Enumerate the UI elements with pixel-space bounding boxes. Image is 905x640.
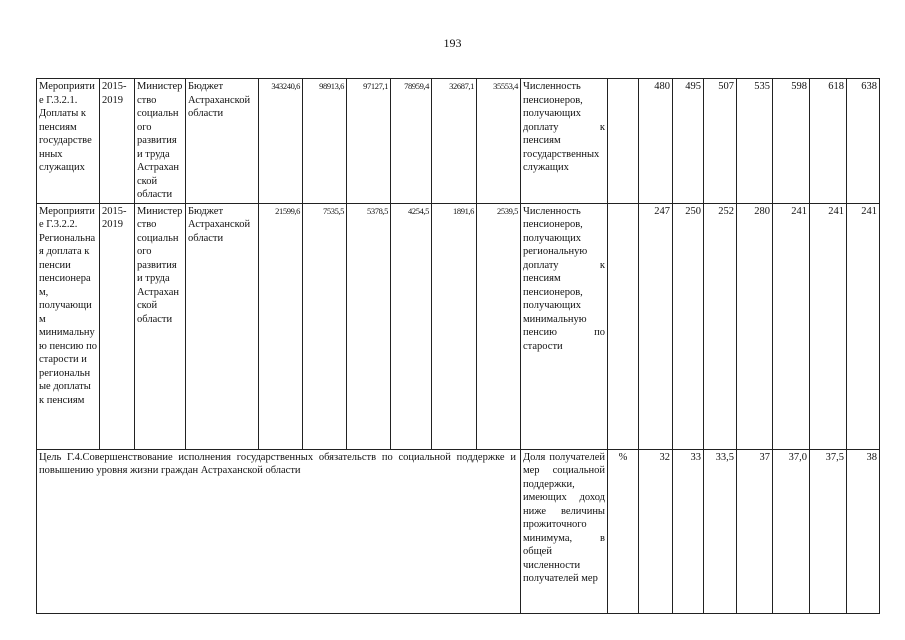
indicator-value-cell: 37 (737, 449, 773, 613)
indicator-cell: Доля получателей мер социальной поддержки, имеющих доход ниже величины прожиточного минимума, в общей численности получателей мер (521, 449, 608, 613)
activity-cell: Мероприятие Г.3.2.2. Региональная доплата к пенсии пенсионерам, получающим минимальную пенсию по старости и региональные доплаты к пенсиям (37, 203, 100, 449)
amount-total-cell: 21599,6 (259, 203, 303, 449)
indicator-value-cell: 37,5 (810, 449, 847, 613)
activity-cell: Мероприятие Г.3.2.1. Доплаты к пенсиям государственных служащих (37, 79, 100, 204)
amount-cell: 32687,1 (432, 79, 477, 204)
amount-cell: 4254,5 (391, 203, 432, 449)
page-number: 193 (443, 36, 462, 50)
goal-cell: Цель Г.4.Совершенствование исполнения государственных обязательств по социальной поддержке и повышению уровня жизни граждан Астраханской области (37, 449, 521, 613)
indicator-value-cell: 241 (810, 203, 847, 449)
indicator-cell: Численность пенсионеров, получающих региональную доплату к пенсиям пенсионеров, получающих минимальную пенсию по старости (521, 203, 608, 449)
amount-cell: 5378,5 (347, 203, 391, 449)
indicator-cell: Численность пенсионеров, получающих доплату к пенсиям государственных служащих (521, 79, 608, 204)
goal-row (37, 449, 880, 613)
period-cell: 2015-2019 (100, 203, 135, 449)
program-table (36, 78, 880, 614)
indicator-value-cell: 33,5 (704, 449, 737, 613)
indicator-value-cell: 32 (639, 449, 673, 613)
table-row (37, 79, 880, 204)
indicator-value-cell: 241 (847, 203, 880, 449)
amount-cell: 97127,1 (347, 79, 391, 204)
unit-cell: % (608, 449, 639, 613)
indicator-value-cell: 638 (847, 79, 880, 204)
unit-cell (608, 203, 639, 449)
executor-cell: Министерство социального развития и труда Астраханской области (135, 79, 186, 204)
amount-total-cell: 343240,6 (259, 79, 303, 204)
indicator-value-cell: 618 (810, 79, 847, 204)
indicator-value-cell: 495 (673, 79, 704, 204)
amount-cell: 2539,5 (477, 203, 521, 449)
indicator-value-cell: 250 (673, 203, 704, 449)
period-cell: 2015-2019 (100, 79, 135, 204)
indicator-value-cell: 37,0 (773, 449, 810, 613)
indicator-value-cell: 598 (773, 79, 810, 204)
amount-cell: 98913,6 (303, 79, 347, 204)
amount-cell: 35553,4 (477, 79, 521, 204)
unit-cell (608, 79, 639, 204)
indicator-value-cell: 507 (704, 79, 737, 204)
indicator-value-cell: 280 (737, 203, 773, 449)
source-cell: Бюджет Астраханской области (186, 203, 259, 449)
indicator-value-cell: 38 (847, 449, 880, 613)
amount-cell: 1891,6 (432, 203, 477, 449)
source-cell: Бюджет Астраханской области (186, 79, 259, 204)
indicator-value-cell: 252 (704, 203, 737, 449)
executor-cell: Министерство социального развития и труда Астраханской области (135, 203, 186, 449)
indicator-value-cell: 33 (673, 449, 704, 613)
indicator-value-cell: 247 (639, 203, 673, 449)
indicator-value-cell: 535 (737, 79, 773, 204)
amount-cell: 78959,4 (391, 79, 432, 204)
amount-cell: 7535,5 (303, 203, 347, 449)
indicator-value-cell: 480 (639, 79, 673, 204)
table-row (37, 203, 880, 449)
indicator-value-cell: 241 (773, 203, 810, 449)
